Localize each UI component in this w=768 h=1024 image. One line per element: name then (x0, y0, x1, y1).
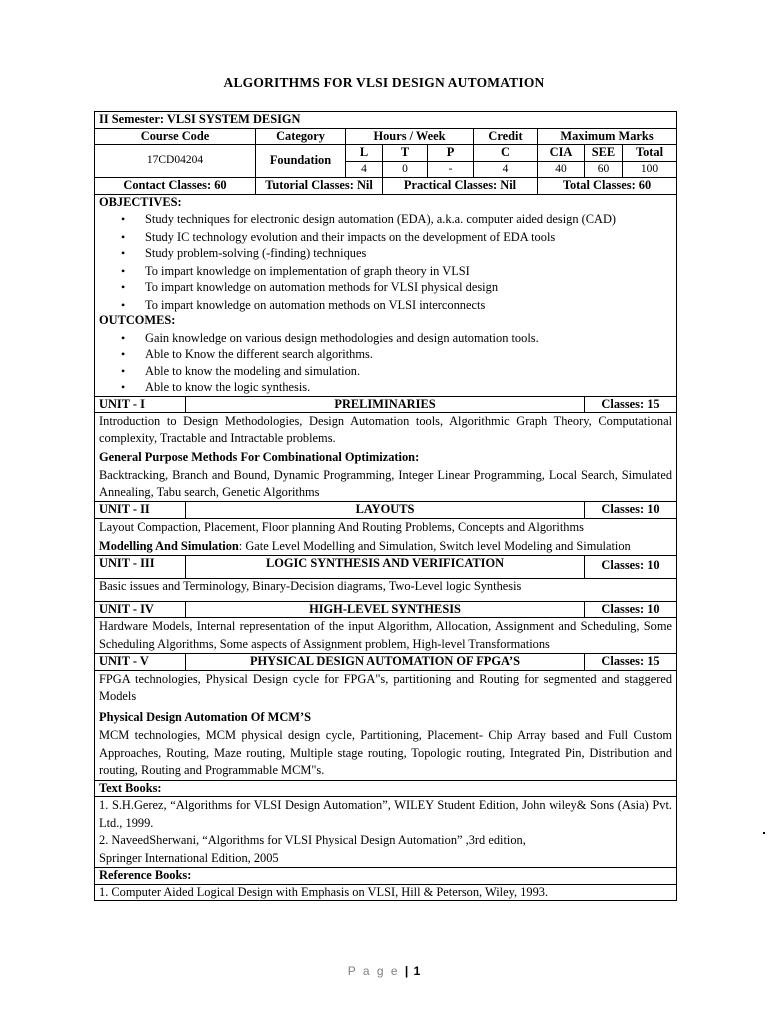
unit-label: UNIT - I (95, 396, 186, 413)
stray-mark (763, 832, 765, 834)
unit-content-row (95, 618, 677, 654)
total-header: Total (623, 145, 677, 162)
c-value: 4 (474, 161, 538, 178)
unit-label: UNIT - IV (95, 601, 186, 618)
unit-header-row (95, 396, 677, 413)
list-item: • To impart knowledge on implementation of graph theory in VLSI (145, 264, 672, 280)
list-item: • Able to know the modeling and simulation. (145, 364, 672, 380)
unit-topics: Basic issues and Terminology, Binary-Decision diagrams, Two-Level logic Synthesis (99, 578, 522, 593)
unit-title: PHYSICAL DESIGN AUTOMATION OF FPGA’S (186, 654, 585, 671)
unit-classes: Classes: 15 (585, 396, 677, 413)
unit-topics: MCM technologies, MCM physical design cycle, Partitioning, Placement- Chip Array based and Full Custom Approaches, Routing, Maze routing, Multiple stage routing, Topologic routing, Integrated Pin, Distribution and routing, Routing and Programmable MCM"s. (99, 728, 673, 777)
outcomes-list (99, 331, 672, 396)
text-books-heading: Text Books: (95, 780, 677, 797)
objectives-outcomes-row (95, 194, 677, 396)
unit-title: LOGIC SYNTHESIS AND VERIFICATION (186, 555, 585, 578)
list-item: • To impart knowledge on automation methods on VLSI interconnects (145, 298, 672, 314)
unit-classes: Classes: 10 (585, 502, 677, 519)
page-number: 1 (413, 964, 421, 978)
unit-header-row (95, 654, 677, 671)
text-book-item: 1. S.H.Gerez, “Algorithms for VLSI Design Automation”, WILEY Student Edition, John wiley& Sons (Asia) Pvt. Ltd., 1999. (99, 798, 673, 830)
unit-content-row (95, 670, 677, 780)
unit-subheading: Modelling And Simulation (99, 538, 239, 553)
unit-label: UNIT - III (95, 555, 186, 578)
outcomes-heading: OUTCOMES: (99, 313, 176, 327)
list-item: • To impart knowledge on automation methods for VLSI physical design (145, 280, 672, 296)
cia-header: CIA (538, 145, 585, 162)
l-header: L (346, 145, 383, 162)
reference-books-header-row (95, 868, 677, 885)
list-item: • Study techniques for electronic design automation (EDA), a.k.a. computer aided design (CAD) (145, 212, 672, 228)
total-classes: Total Classes: 60 (538, 178, 677, 195)
list-item: • Gain knowledge on various design methodologies and design automation tools. (145, 331, 672, 347)
category-header: Category (256, 128, 346, 145)
page-separator: | (404, 964, 409, 978)
cia-value: 40 (538, 161, 585, 178)
unit-topics: Layout Compaction, Placement, Floor planning And Routing Problems, Concepts and Algorithms (99, 519, 584, 534)
unit-title: PRELIMINARIES (186, 396, 585, 413)
unit-classes: Classes: 15 (585, 654, 677, 671)
unit-header-row (95, 555, 677, 578)
subheader-row (95, 145, 677, 162)
unit-topics: Backtracking, Branch and Bound, Dynamic Programming, Integer Linear Programming, Local Search, Simulated Annealing, Tabu search, Genetic Algorithms (99, 468, 673, 499)
unit-topics: Introduction to Design Methodologies, Design Automation tools, Algorithmic Graph Theory, Computational complexity, Tractable and Intractable problems. (99, 414, 673, 445)
classes-row (95, 178, 677, 195)
contact-classes: Contact Classes: 60 (95, 178, 256, 195)
unit-classes: Classes: 10 (585, 601, 677, 618)
list-item: • Able to know the logic synthesis. (145, 380, 672, 396)
unit-label: UNIT - V (95, 654, 186, 671)
document-title: ALGORITHMS FOR VLSI DESIGN AUTOMATION (223, 75, 545, 90)
text-books-header-row (95, 780, 677, 797)
see-header: SEE (585, 145, 623, 162)
objectives-list (99, 212, 672, 313)
reference-books-row (95, 884, 677, 901)
p-header: P (428, 145, 474, 162)
reference-books-heading: Reference Books: (95, 868, 677, 885)
list-item: • Able to Know the different search algorithms. (145, 347, 672, 363)
l-value: 4 (346, 161, 383, 178)
unit-classes: Classes: 10 (585, 555, 677, 578)
unit-topics-line (99, 538, 672, 555)
list-item: • Study problem-solving (-finding) techniques (145, 246, 672, 262)
unit-header-row (95, 601, 677, 618)
unit-title: HIGH-LEVEL SYNTHESIS (186, 601, 585, 618)
header-row (95, 128, 677, 145)
total-value: 100 (623, 161, 677, 178)
semester-title: II Semester: VLSI SYSTEM DESIGN (95, 112, 677, 129)
unit-topics: Hardware Models, Internal representation of the input Algorithm, Allocation, Assignment and Scheduling, Some Scheduling Algorithms, Some aspects of Assignment problem, High-level Transformations (99, 619, 673, 651)
unit-title: LAYOUTS (186, 502, 585, 519)
semester-row (95, 112, 677, 129)
unit-topics: : Gate Level Modelling and Simulation, Switch level Modeling and Simulation (238, 538, 631, 553)
page-footer (0, 964, 768, 978)
see-value: 60 (585, 161, 623, 178)
t-value: 0 (383, 161, 428, 178)
text-book-item: 2. NaveedSherwani, “Algorithms for VLSI Physical Design Automation” ,3rd edition, (99, 833, 526, 847)
practical-classes: Practical Classes: Nil (383, 178, 538, 195)
p-value: - (428, 161, 474, 178)
hours-week-header: Hours / Week (346, 128, 474, 145)
c-header: C (474, 145, 538, 162)
credit-header: Credit (474, 128, 538, 145)
unit-topics: FPGA technologies, Physical Design cycle for FPGA"s, partitioning and Routing for segmented and staggered Models (99, 671, 673, 703)
course-code-header: Course Code (95, 128, 256, 145)
text-books-row (95, 797, 677, 868)
category-value: Foundation (256, 145, 346, 178)
unit-subheading: Physical Design Automation Of MCM’S (99, 709, 312, 724)
max-marks-header: Maximum Marks (538, 128, 677, 145)
reference-book-item: 1. Computer Aided Logical Design with Emphasis on VLSI, Hill & Peterson, Wiley, 1993. (99, 884, 549, 899)
page-label: P a g e (347, 964, 400, 978)
tutorial-classes: Tutorial Classes: Nil (256, 178, 383, 195)
unit-content-row (95, 578, 677, 601)
unit-header-row (95, 502, 677, 519)
unit-content-row (95, 413, 677, 502)
t-header: T (383, 145, 428, 162)
course-code-value: 17CD04204 (95, 145, 256, 178)
text-book-item: Springer International Edition, 2005 (99, 850, 279, 865)
list-item: • Study IC technology evolution and their impacts on the development of EDA tools (145, 230, 672, 246)
objectives-heading: OBJECTIVES: (99, 194, 182, 209)
unit-label: UNIT - II (95, 502, 186, 519)
unit-subheading: General Purpose Methods For Combinational Optimization: (99, 450, 420, 464)
syllabus-table (94, 111, 677, 901)
unit-content-row (95, 518, 677, 555)
